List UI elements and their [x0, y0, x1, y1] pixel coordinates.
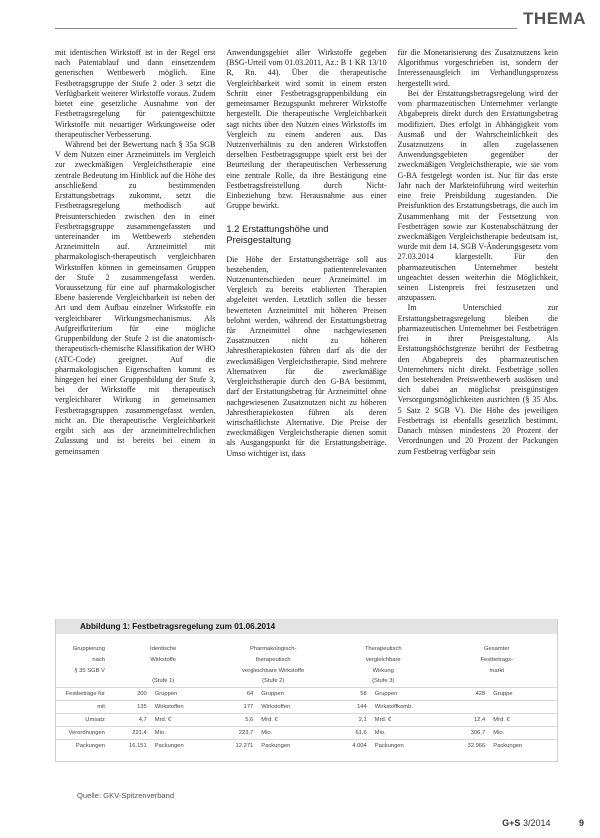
header-cell [56, 676, 110, 687]
header-cell: Identische [149, 645, 177, 652]
section-label: THEMA [517, 9, 586, 29]
cell-unit: Gruppen [152, 687, 217, 700]
header-cell [110, 665, 217, 676]
section-heading: 1.2 Erstattungshöhe und Preisgestaltung [226, 222, 329, 245]
cell-unit: Mio. [258, 726, 330, 739]
cell-value: 177 [216, 700, 258, 713]
header-rule [55, 28, 584, 29]
row-label: Umsatz [56, 713, 110, 726]
cell-value: 4,7 [110, 713, 152, 726]
row-label: Packungen [56, 739, 110, 752]
paragraph: Die Höhe der Erstattungsbeträge soll aus bestehenden, patientenrelevanten Nutzenunterschieden neuer Arzneimittel im Vergleich zu bereits etablierten Therapien abgeleitet werden. Letztlich sollen die besser bewerteten Arzneimittel mit höheren Preisen belohnt werden, während der Erstattungsbetrag für Arzneimittel ohne nachgewiesenen Zusatznutzen nicht zu höheren Jahrestherapiekosten führen darf als die der zweckmäßigen Vergleichstherapie. Sind mehrere Alternativen für die zweckmäßige Vergleichstherapie durch den G-BA bestimmt, darf der Erstattungsbetrag für Arzneimittel ohne nachgewiesenen Zusatznutzen nicht zu höheren Jahrestherapiekosten führen als deren wirtschaftlichste Alternative. Die Preise der zweckmäßigen Vergleichstherapie dienen somit als Ausgangspunkt für die Erstattungsbeträge. Umso wichtiger ist, dass [226, 254, 387, 458]
header-cell: Wirkstoffe [150, 656, 177, 663]
page-number: 9 [578, 818, 584, 828]
article-body [55, 48, 558, 612]
paragraph: für die Monetarisierung des Zusatznutzens kein Algorithmus vorgeschrieben ist, sondern der Interessenausgleich im Verhandlungsprozess hergestellt wird. [397, 48, 558, 88]
cell-unit: Packungen [258, 739, 330, 752]
paragraph: Bei der Erstattungsbetragsregelung wird der vom pharmazeutischen Unternehmer verlangte Abgabepreis direkt durch den Erstattungsbetrag modifiziert. Dies erfolgt in Abhängigkeit vom Ausmaß und der Wahrscheinlichkeit des Zusatznutzens in allen zugelassenen Anwendungsgebieten gegenüber der zweckmäßigen Vergleichstherapie, wie sie vom G-BA festgelegt worden ist. Nur für das erste Jahr nach der Markteinführung wird weiterhin eine freie Preisbildung zugestanden. Die Preisfunktion des Erstattungsbetrags, die auch im Zusammenhang mit der Festsetzung von Festbeträgen sowie zur Kostenabschätzung der zweckmäßigen Vergleichstherapie bedeutsam ist, wurde mit dem 14. SGB V-Änderungsgesetz vom 27.03.2014 klargestellt. Für den pharmazeutischen Unternehmer besteht ungeachtet dessen weiterhin die Möglichkeit, seinen Listenpreis frei festzusetzen und anzupassen. [397, 88, 558, 303]
cell-unit: Mrd. € [490, 713, 557, 726]
cell-value: 306,7 [437, 726, 491, 739]
row-label: mit [56, 700, 110, 713]
cell-value: 61,6 [330, 726, 372, 739]
cell-unit [490, 700, 557, 713]
cell-value: 5,6 [216, 713, 258, 726]
cell-unit: Mio. [152, 726, 217, 739]
cell-value: 223,7 [216, 726, 258, 739]
figure-title: Abbildung 1: Festbetragsregelung zum 01.06.2014 [56, 619, 557, 634]
cell-unit: Gruppe [490, 687, 557, 700]
cell-value [437, 700, 491, 713]
cell-value: 221,4 [110, 726, 152, 739]
table-row [56, 739, 557, 752]
figure-box [55, 619, 558, 762]
paragraph: mit identischen Wirkstoff ist in der Regel erst nach Patentablauf und dann einsetzendem generischen Wettbewerb möglich. Eine Festbetragsgruppe der Stufe 2 oder 3 setzt die Verfügbarkeit weiterer Wirkstoffe voraus. Zudem bietet eine gesetzliche Ausnahme von der Festbetragsregelung für patentgeschützte Wirkstoffe mit neuartiger Wirkungsweise oder therapeutischer Verbesserung. [55, 48, 216, 139]
cell-unit: Gruppen [372, 687, 437, 700]
header-cell: Wirkung [372, 667, 394, 674]
cell-value: 58 [330, 687, 372, 700]
header-cell: Festbetrags- [480, 656, 514, 663]
table-row [56, 713, 557, 726]
cell-unit: Mrd. € [152, 713, 217, 726]
journal-brand: G+S [502, 818, 521, 828]
header-cell: Therapeutisch [364, 645, 402, 652]
header-cell: vergleichbare Wirkstoffe [242, 667, 305, 674]
table-header-row [56, 665, 557, 676]
header-cell: therapeutisch [255, 656, 291, 663]
cell-unit: Wirkstoffkomb. [372, 700, 437, 713]
table-row [56, 687, 557, 700]
cell-value: 2,1 [330, 713, 372, 726]
cell-unit: Gruppen [258, 687, 330, 700]
cell-value: 64 [216, 687, 258, 700]
cell-value: 135 [110, 700, 152, 713]
header-cell: § 35 SGB V [74, 667, 105, 674]
cell-value: 428 [437, 687, 491, 700]
cell-unit: Mrd. € [372, 713, 437, 726]
header-cell [437, 676, 557, 687]
column-3 [398, 48, 558, 612]
column-2 [226, 48, 386, 612]
header-cell: vergleichbare [365, 656, 401, 663]
cell-value: 4.004 [330, 739, 372, 752]
page-footer [502, 818, 584, 828]
header-cell: nach [92, 656, 105, 663]
cell-value: 12.271 [216, 739, 258, 752]
table-row [56, 700, 557, 713]
cell-value: 12,4 [437, 713, 491, 726]
figure-table [56, 634, 557, 761]
cell-unit: Packungen [152, 739, 217, 752]
header-cell: Gruppierung [72, 645, 105, 652]
issue-number: 3/2014 [522, 818, 551, 828]
cell-unit: Packungen [372, 739, 437, 752]
table-row [56, 726, 557, 739]
header-cell: (Stufe 2) [262, 678, 285, 685]
table-header-row [56, 643, 557, 654]
header-cell: (Stufe 1) [152, 678, 175, 685]
header-cell: Gesamter [484, 645, 510, 652]
row-label: Festbeträge für [56, 687, 110, 700]
paragraph: Während bei der Bewertung nach § 35a SGB V dem Nutzen einer Arzneimittels im Vergleich zur zweckmäßigen Vergleichstherapie eine zentrale Bedeutung im Hinblick auf die Höhe des anschließend zu bestimmenden Erstattungsbetrags zukommt, setzt die Festbetragsregelung methodisch auf Preisunterschieden zwischen den in einer Festbetragsgruppe zusammengefassten und untereinander im Wettbewerb stehenden Arzneimitteln auf. Arzneimittel mit pharmakologisch-therapeutisch vergleichbaren Wirkstoffen können in gemeinsamen Gruppen der Stufe 2 zusammengefasst werden. Voraussetzung für eine auf pharmakologischer Ebene basierende Vergleichbarkeit ist neben der Art und dem Aufbau einzelner Wirkstoffe ein vergleichbarer Wirkungsmechanismus. Als Aufgreifkriterium für eine mögliche Gruppenbildung der Stufe 2 ist die anatomisch-therapeutisch-chemische Klassifikation der WHO (ATC-Code) geeignet. Auf die pharmakologischen Eigenschaften kommt es hingegen bei einer Gruppenbildung der Stufe 3, bei der Wirkstoffe mit therapeutisch vergleichbarer Wirkung in gemeinsamen Festbetragsgruppen zusammengefasst werden, nicht an. Die therapeutische Vergleichbarkeit ergibt sich aus der arzneimittelrechtlichen Zulassung und ist bereits bei einem in gemeinsamen [55, 139, 216, 456]
spacer [56, 752, 557, 761]
cell-unit: Wirkstoffen [258, 700, 330, 713]
header-cell: (Stufe 3) [372, 678, 395, 685]
paragraph: Anwendungsgebiet aller Wirkstoffe gegeben (BSG-Urteil vom 01.03.2011, Az.: B 1 KR 13/10 R, Rn. 44). Über die therapeutische Vergleichbarkeit wird somit in einem ersten Schritt einer Festbetragsgruppenbildung ein gemeinsamer Bezugspunkt mehrerer Wirkstoffe hergestellt. Die therapeutische Vergleichbarkeit sagt nichts über den Nutzen eines Wirkstoffs im Vergleich zu einem anderen aus. Das Nutzenverhältnis zu den anderen Wirkstoffen derselben Festbetragsgruppe spielt erst bei der Beurteilung der therapeutischen Verbesserung eine zentrale Rolle, da ihre Bestätigung eine Festbetragsfreistellung durch Nicht-Einbeziehung bzw. Herausnahme aus einer Gruppe bewirkt. [226, 48, 387, 211]
cell-unit: Mio. [372, 726, 437, 739]
cell-unit: Mrd. € [258, 713, 330, 726]
cell-unit: Mio. [490, 726, 557, 739]
column-1 [55, 48, 215, 612]
figure-source: Quelle: GKV-Spitzenverband [77, 791, 175, 800]
cell-unit: Wirkstoffen [152, 700, 217, 713]
header-cell: markt [489, 667, 505, 674]
row-label: Verordnungen [56, 726, 110, 739]
cell-value: 32.966 [437, 739, 491, 752]
header-cell: Pharmakologisch- [249, 645, 297, 652]
paragraph: Im Unterschied zur Erstattungsbetragsregelung bleiben die pharmazeutischen Unternehmer bei Festbeträgen frei in ihrer Preisgestaltung. Als Erstattungshöchstgrenze berührt der Festbetrag den Abgabepreis des pharmazeutischen Unternehmers nicht direkt. Festbeträge sollen den bestehenden Preiswettbewerb auslösen und sich dabei an möglichst preisgünstigen Versorgungsmöglichkeiten ausrichten (§ 35 Abs. 5 Satz 2 SGB V). Die Höhe des jeweiligen Festbetrags ist ebenfalls gesetzlich bestimmt. Danach müssen mindestens 20 Prozent der Verordnungen und 20 Prozent der Packungen zum Festbetrag verfügbar sein [397, 303, 558, 456]
cell-value: 144 [330, 700, 372, 713]
cell-value: 200 [110, 687, 152, 700]
spacer [56, 634, 557, 643]
table-header-row [56, 654, 557, 665]
table-header-row [56, 676, 557, 687]
cell-unit: Packungen [490, 739, 557, 752]
cell-value: 16.151 [110, 739, 152, 752]
